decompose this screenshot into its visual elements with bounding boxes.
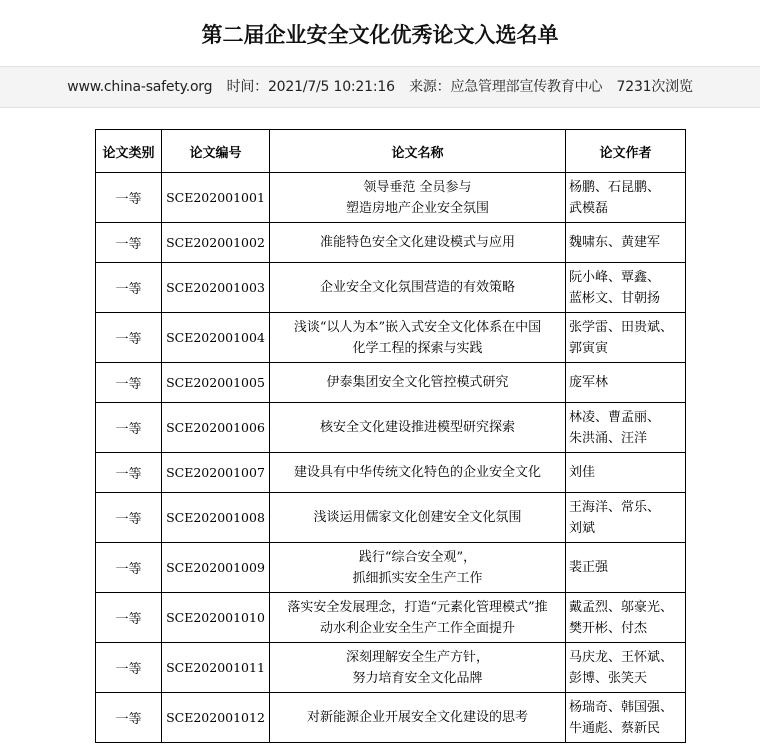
header-category: 论文类别	[96, 130, 162, 173]
author-line: 杨瑞奇、韩国强、	[569, 699, 674, 715]
row-name	[270, 643, 566, 693]
view-count: 7231次浏览	[616, 79, 693, 95]
author-line: 武模磊	[569, 200, 609, 216]
row-author	[566, 173, 686, 223]
paper-title-line: 落实安全发展理念，打造“元素化管理模式”推	[287, 599, 548, 615]
author-line: 戴孟烈、邬豪光、	[569, 599, 674, 615]
row-category: 一等	[96, 363, 162, 403]
paper-title-line: 努力培育安全文化品牌	[352, 670, 483, 686]
author-line: 牛通彪、蔡新民	[569, 720, 661, 736]
author-line: 蓝彬文、甘朝扬	[569, 290, 661, 306]
author-line: 王海洋、常乐、	[569, 499, 661, 515]
row-code: SCE202001008	[162, 493, 270, 543]
paper-title-line: 抓细抓实安全生产工作	[352, 570, 483, 586]
table-row	[96, 313, 686, 363]
author-line: 阮小峰、覃鑫、	[569, 269, 661, 285]
row-code: SCE202001010	[162, 593, 270, 643]
row-code: SCE202001003	[162, 263, 270, 313]
table-row	[96, 593, 686, 643]
author-line: 樊开彬、付杰	[569, 620, 648, 636]
row-code: SCE202001011	[162, 643, 270, 693]
author-line: 庞军林	[569, 375, 609, 390]
paper-list-table	[95, 129, 686, 743]
paper-title-line: 准能特色安全文化建设模式与应用	[319, 235, 515, 250]
table-row	[96, 543, 686, 593]
table-row	[96, 403, 686, 453]
paper-title-line: 浅谈运用儒家文化创建安全文化氛围	[313, 510, 522, 525]
site-url[interactable]: www.china-safety.org	[67, 79, 213, 95]
row-name	[270, 543, 566, 593]
paper-title-line: 动水利企业安全生产工作全面提升	[319, 620, 515, 636]
paper-title-line: 伊泰集团安全文化管控模式研究	[326, 375, 509, 390]
row-code: SCE202001004	[162, 313, 270, 363]
paper-title-line: 塑造房地产企业安全氛围	[345, 200, 489, 216]
table-row	[96, 223, 686, 263]
author-line: 魏啸东、黄建军	[569, 235, 661, 250]
paper-title-line: 核安全文化建设推进模型研究探索	[319, 420, 515, 435]
page-title: 第二届企业安全文化优秀论文入选名单	[201, 23, 559, 47]
row-category: 一等	[96, 453, 162, 493]
author-line: 刘佳	[569, 465, 596, 480]
publish-time: 时间：2021/7/5 10:21:16	[226, 79, 395, 95]
row-name	[270, 223, 566, 263]
table-row	[96, 453, 686, 493]
table-row	[96, 693, 686, 743]
row-author	[566, 263, 686, 313]
row-author	[566, 403, 686, 453]
row-author	[566, 593, 686, 643]
header-name: 论文名称	[270, 130, 566, 173]
article-meta	[0, 66, 760, 108]
row-category: 一等	[96, 223, 162, 263]
row-category: 一等	[96, 543, 162, 593]
paper-title-line: 对新能源企业开展安全文化建设的思考	[306, 710, 528, 725]
row-author	[566, 453, 686, 493]
row-code: SCE202001007	[162, 453, 270, 493]
row-category: 一等	[96, 493, 162, 543]
author-line: 裴正强	[569, 560, 609, 575]
header-author: 论文作者	[566, 130, 686, 173]
row-code: SCE202001009	[162, 543, 270, 593]
paper-title-line: 践行“综合安全观”，	[358, 549, 477, 565]
row-category: 一等	[96, 593, 162, 643]
author-line: 朱洪涌、汪洋	[569, 430, 648, 446]
article-source: 来源：应急管理部宣传教育中心	[409, 79, 603, 95]
author-line: 郭寅寅	[569, 340, 609, 356]
paper-title-line: 化学工程的探索与实践	[352, 340, 483, 356]
table-row	[96, 643, 686, 693]
author-line: 杨鹏、石昆鹏、	[569, 179, 661, 195]
row-name	[270, 363, 566, 403]
row-author	[566, 363, 686, 403]
row-name	[270, 693, 566, 743]
author-line: 刘斌	[569, 520, 596, 536]
row-author	[566, 493, 686, 543]
table-row	[96, 363, 686, 403]
row-name	[270, 263, 566, 313]
table-row	[96, 173, 686, 223]
row-category: 一等	[96, 693, 162, 743]
row-category: 一等	[96, 643, 162, 693]
author-line: 马庆龙、王怀斌、	[569, 649, 674, 665]
paper-title-line: 领导垂范 全员参与	[363, 179, 472, 195]
paper-title-line: 建设具有中华传统文化特色的企业安全文化	[293, 465, 541, 480]
author-line: 林凌、曹孟丽、	[569, 409, 661, 425]
row-author	[566, 313, 686, 363]
header-code: 论文编号	[162, 130, 270, 173]
row-author	[566, 543, 686, 593]
row-name	[270, 403, 566, 453]
row-code: SCE202001002	[162, 223, 270, 263]
table-row	[96, 263, 686, 313]
row-name	[270, 493, 566, 543]
row-category: 一等	[96, 403, 162, 453]
table-header-row	[96, 130, 686, 173]
row-author	[566, 693, 686, 743]
row-category: 一等	[96, 313, 162, 363]
row-code: SCE202001006	[162, 403, 270, 453]
row-code: SCE202001005	[162, 363, 270, 403]
row-name	[270, 453, 566, 493]
row-name	[270, 593, 566, 643]
author-line: 彭博、张笑天	[569, 670, 648, 686]
row-author	[566, 223, 686, 263]
paper-title-line: 浅谈“以人为本”嵌入式安全文化体系在中国	[293, 319, 542, 335]
row-author	[566, 643, 686, 693]
row-code: SCE202001001	[162, 173, 270, 223]
paper-title-line: 企业安全文化氛围营造的有效策略	[319, 280, 515, 295]
paper-title-line: 深刻理解安全生产方针，	[345, 649, 489, 665]
row-name	[270, 173, 566, 223]
table-row	[96, 493, 686, 543]
author-line: 张学雷、田贵斌、	[569, 319, 674, 335]
row-name	[270, 313, 566, 363]
row-category: 一等	[96, 263, 162, 313]
row-category: 一等	[96, 173, 162, 223]
row-code: SCE202001012	[162, 693, 270, 743]
